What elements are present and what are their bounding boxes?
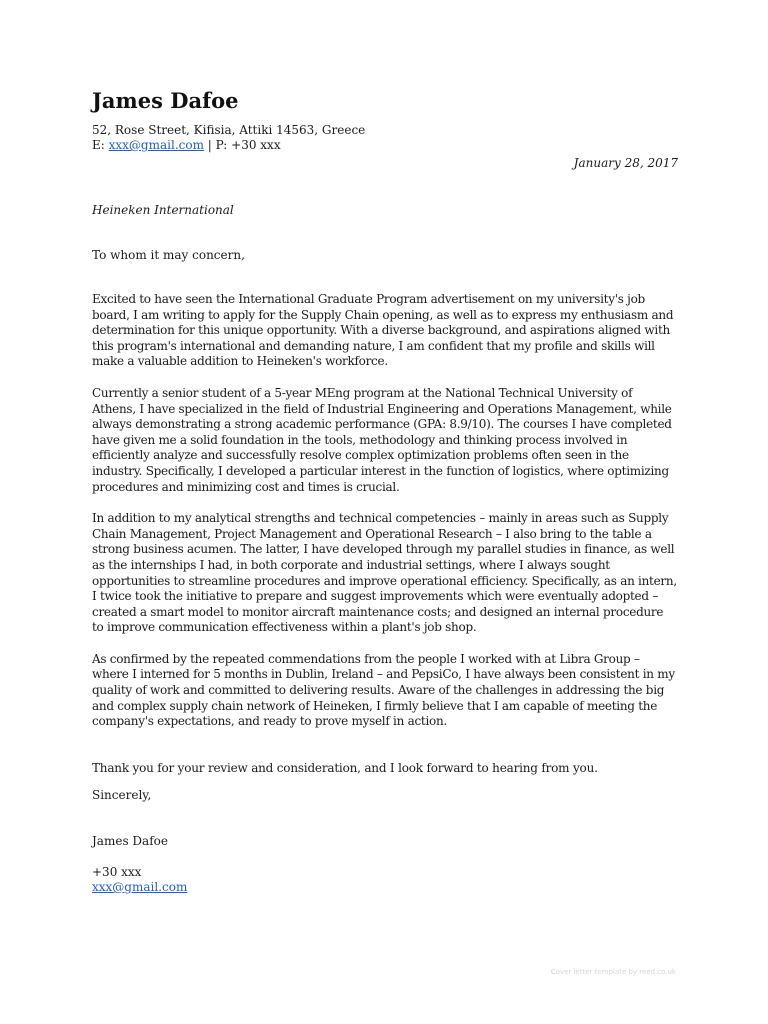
contact-block [92, 123, 678, 153]
signature-name: James Dafoe [92, 833, 168, 848]
recipient-company: Heineken International [92, 203, 234, 217]
contact-line [92, 138, 678, 153]
template-credit: Cover letter template by reed.co.uk [550, 968, 676, 976]
sender-address: 52, Rose Street, Kifisia, Attiki 14563, Greece [92, 123, 366, 137]
letter-page [92, 88, 678, 895]
signature-phone: +30 xxx [92, 864, 142, 879]
letter-date: January 28, 2017 [573, 156, 678, 170]
sender-email-link[interactable]: xxx@gmail.com [108, 138, 204, 152]
email-prefix: E: [92, 138, 109, 152]
salutation: To whom it may concern, [92, 248, 245, 262]
closing: Sincerely, [92, 787, 152, 802]
thanks-line: Thank you for your review and consideration, and I look forward to hearing from you. [92, 760, 598, 775]
phone-text: | P: +30 xxx [203, 138, 281, 152]
sender-name: James Dafoe [92, 88, 239, 113]
signature-email-link[interactable]: xxx@gmail.com [92, 879, 188, 894]
body-paragraph-4: As confirmed by the repeated commendations from the people I worked with at Libra Group – where I interned for 5 months in Dublin, Ireland – and PepsiCo, I have always been consistent in my quality of work and committed to delivering results. Aware of the challenges in addressing the big and complex supply chain network of Heineken, I firmly believe that I am capable of meeting the company's expectations, and ready to prove myself in action. [92, 651, 675, 729]
body-paragraph-1: Excited to have seen the International Graduate Program advertisement on my university's job board, I am writing to apply for the Supply Chain opening, as well as to express my enthusiasm and determination for this unique opportunity. With a diverse background, and aspirations aligned with this program's international and demanding nature, I am confident that my profile and skills will make a valuable addition to Heineken's workforce. [92, 292, 674, 369]
body-paragraph-2: Currently a senior student of a 5-year MEng program at the National Technical University of Athens, I have specialized in the field of Industrial Engineering and Operations Management, while always demonstrating a strong academic performance (GPA: 8.9/10). The courses I have completed have given me a solid foundation in the tools, methodology and thinking process involved in efficiently analyze and successfully resolve complex optimization problems often seen in the industry. Specifically, I developed a particular interest in the function of logistics, where optimizing procedures and minimizing cost and times is crucial. [92, 385, 672, 494]
body-paragraph-3: In addition to my analytical strengths and technical competencies – mainly in areas such as Supply Chain Management, Project Management and Operational Research – I also bring to the table a strong business acumen. The latter, I have developed through my parallel studies in finance, as well as the internships I had, in both corporate and industrial settings, where I always sought opportunities to streamline procedures and improve operational efficiency. Specifically, as an intern, I twice took the initiative to prepare and suggest improvements which were eventually adopted – created a smart model to monitor aircraft maintenance costs; and designed an internal procedure to improve communication effectiveness within a plant's job shop. [92, 511, 677, 635]
